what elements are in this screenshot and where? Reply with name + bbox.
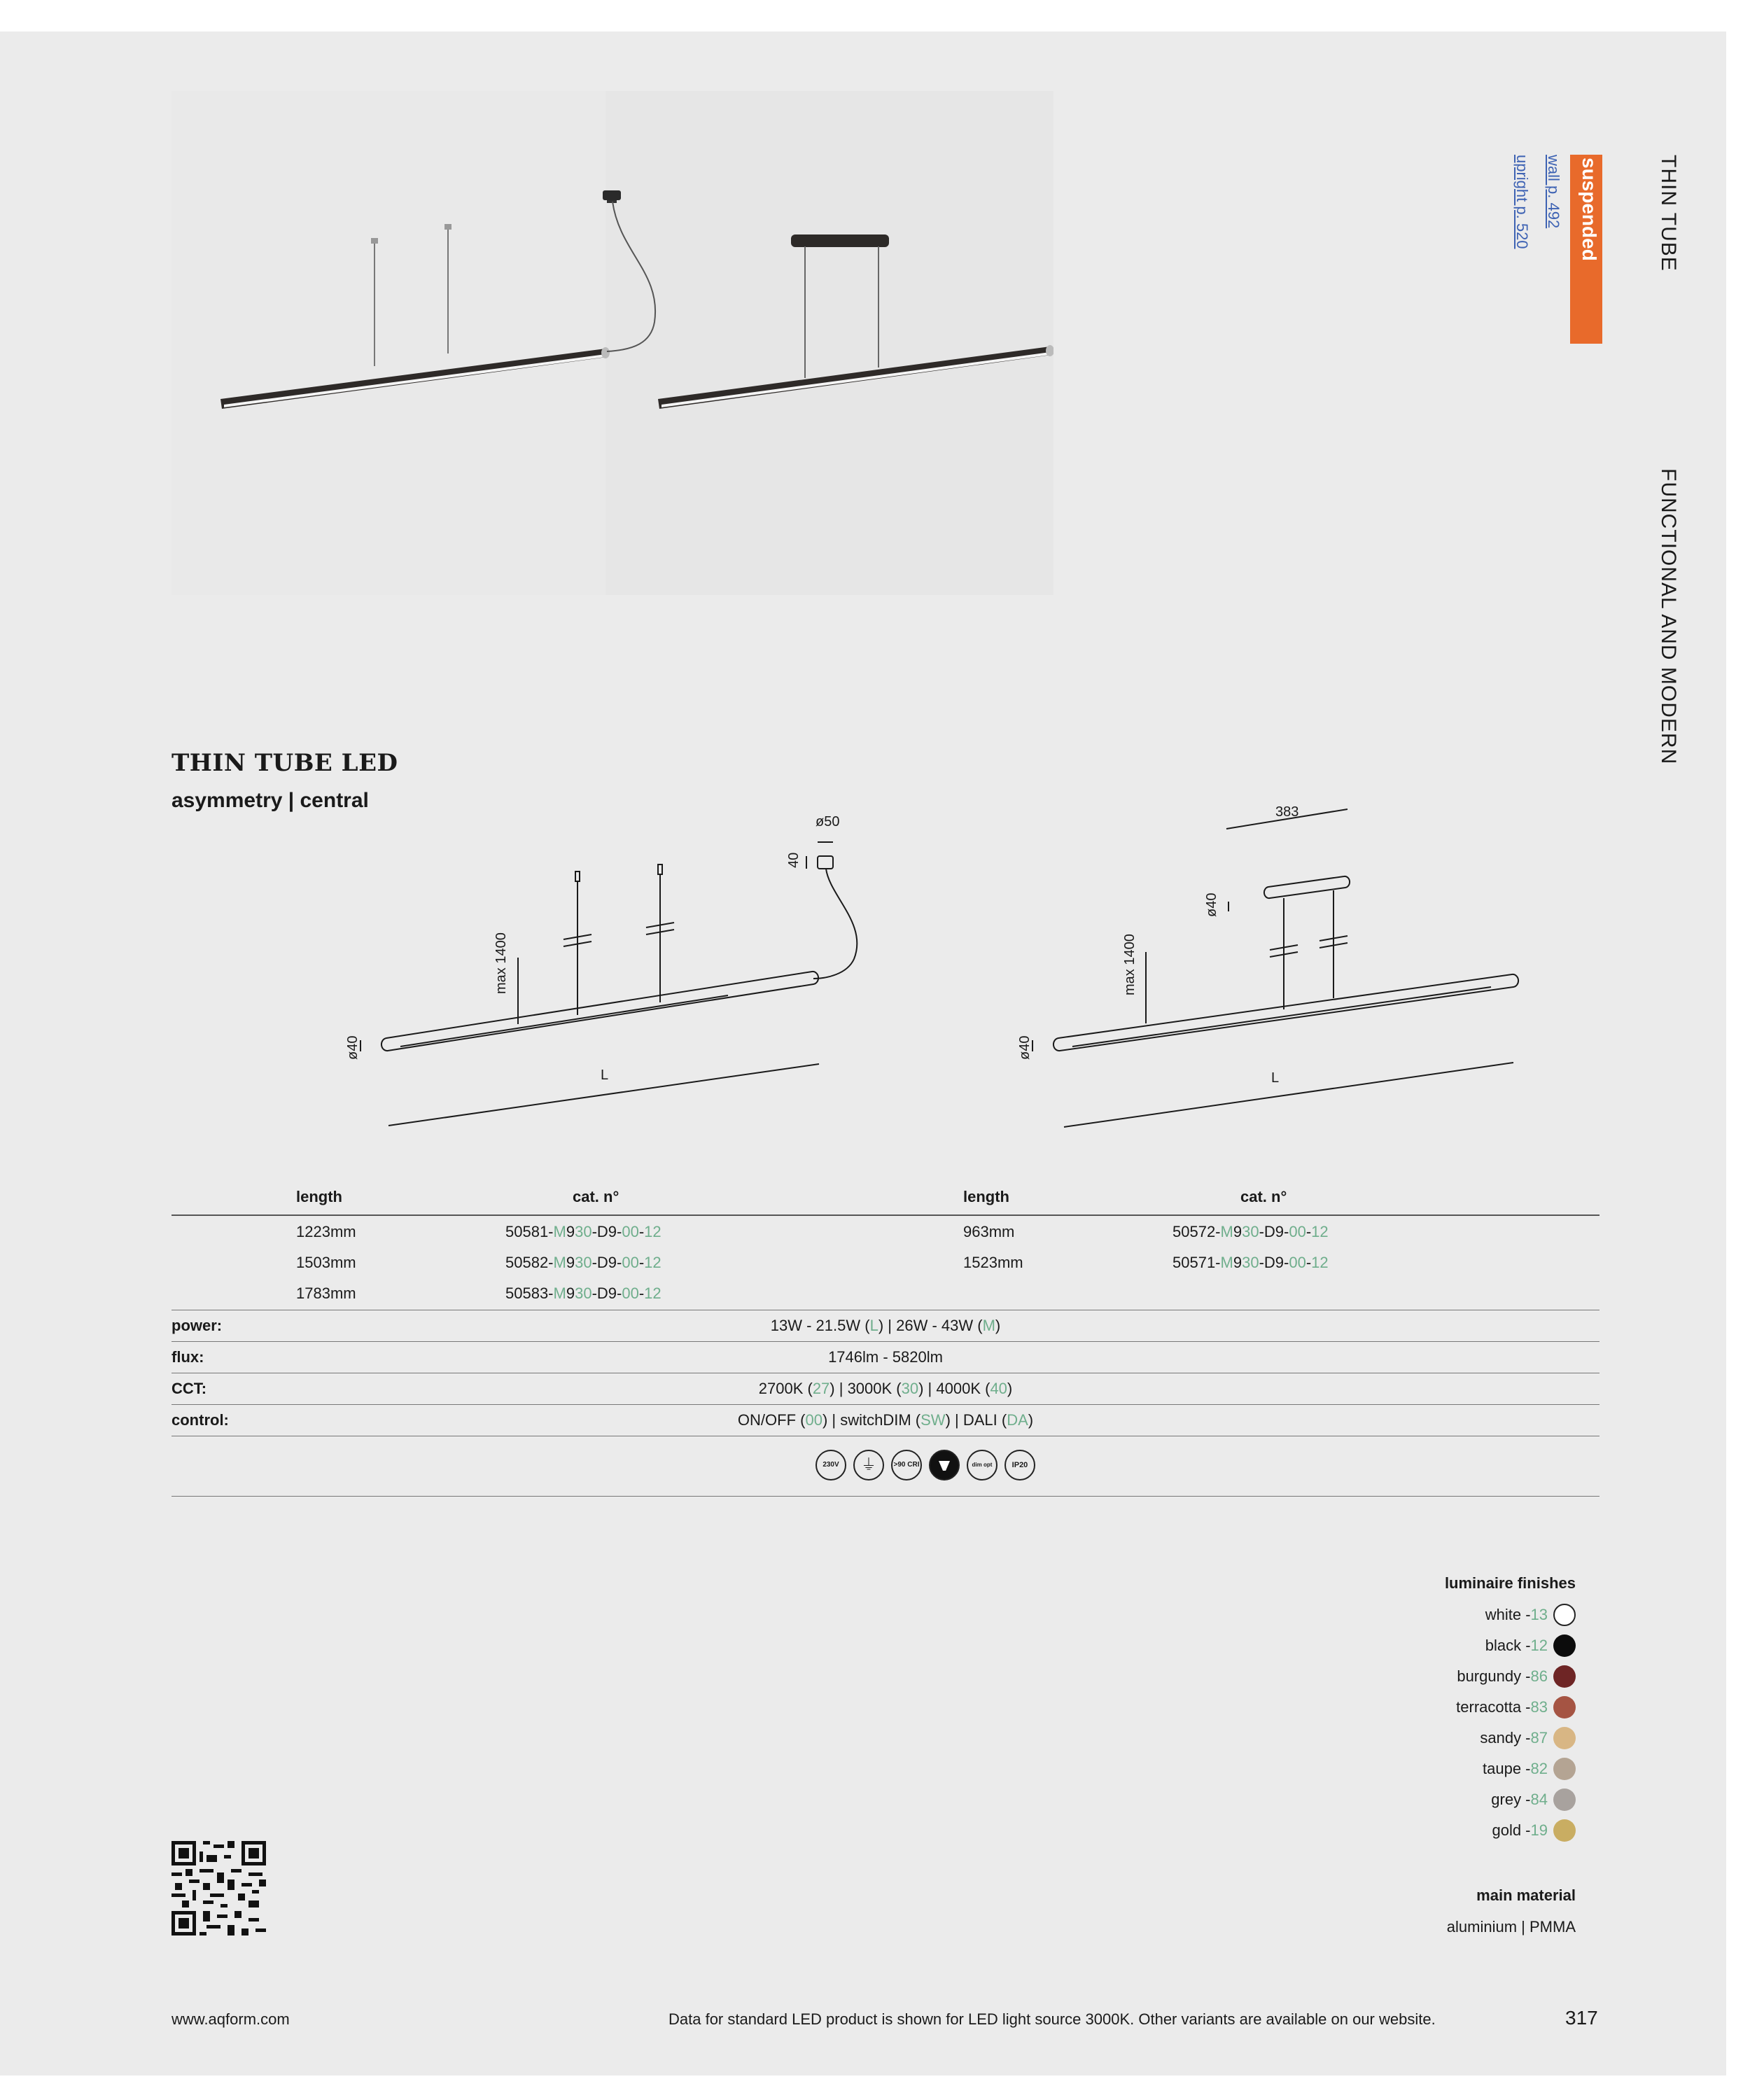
footer-website[interactable]: www.aqform.com xyxy=(172,2010,290,2028)
wall-page-link[interactable]: wall p. 492 xyxy=(1545,155,1562,229)
diameter-50-label: ø50 xyxy=(816,814,840,830)
category-label: suspended xyxy=(1578,158,1600,261)
spec-label-control: control: xyxy=(172,1411,229,1429)
swatch-black xyxy=(1553,1634,1576,1657)
finish-black: black -12 xyxy=(1485,1633,1576,1658)
product-title: THIN TUBE LED xyxy=(172,749,398,777)
cat-number-cell: 50571-M930-D9-00-12 xyxy=(1172,1254,1329,1271)
header-length-left: length xyxy=(296,1188,342,1205)
series-tagline: FUNCTIONAL AND MODERN xyxy=(1657,468,1680,765)
swatch-white xyxy=(1553,1604,1576,1626)
upright-page-link[interactable]: upright p. 520 xyxy=(1513,155,1531,249)
drawing-central xyxy=(1008,791,1540,1141)
rule xyxy=(172,1341,1600,1342)
max-1400-label: max 1400 xyxy=(493,932,509,994)
finish-gold: gold -19 xyxy=(1492,1818,1576,1843)
product-photo xyxy=(172,91,1054,595)
finish-sandy: sandy -87 xyxy=(1480,1726,1576,1751)
swatch-terracotta xyxy=(1553,1696,1576,1718)
footer-note: Data for standard LED product is shown for LED light source 3000K. Other variants are available on our website. xyxy=(668,2010,1436,2028)
cri-icon: >90 CRI xyxy=(891,1450,922,1480)
material-title: main material xyxy=(1476,1886,1576,1904)
length-cell: 963mm xyxy=(963,1223,1015,1240)
max-1400-label: max 1400 xyxy=(1122,934,1138,995)
product-subtitle: asymmetry | central xyxy=(172,789,369,812)
header-cat-left: cat. n° xyxy=(573,1188,620,1205)
cat-number-cell: 50581-M930-D9-00-12 xyxy=(505,1223,662,1240)
diameter-40-label: ø40 xyxy=(1017,1035,1032,1060)
drawing-asymmetry xyxy=(336,791,882,1141)
earth-ground-icon: ⏚ xyxy=(853,1450,884,1480)
spec-value-power: 13W - 21.5W (L) | 26W - 43W (M) xyxy=(770,1317,1001,1334)
swatch-grey xyxy=(1553,1788,1576,1811)
certification-icons xyxy=(816,1450,1035,1483)
finish-terracotta: terracotta -83 xyxy=(1456,1695,1576,1720)
230v-icon: 230V xyxy=(816,1450,846,1480)
light-direction-icon xyxy=(929,1450,960,1480)
length-cell: 1503mm xyxy=(296,1254,356,1271)
length-label: L xyxy=(601,1068,609,1083)
spec-label-flux: flux: xyxy=(172,1348,204,1366)
finish-taupe: taupe -82 xyxy=(1483,1756,1576,1782)
qr-code[interactable] xyxy=(172,1841,266,1935)
spec-label-power: power: xyxy=(172,1317,223,1334)
cat-number-cell: 50572-M930-D9-00-12 xyxy=(1172,1223,1329,1240)
spec-value-flux: 1746lm - 5820lm xyxy=(828,1348,943,1366)
diameter-40-top-label: ø40 xyxy=(1204,892,1219,917)
spec-value-cct: 2700K (27) | 3000K (30) | 4000K (40) xyxy=(758,1380,1013,1397)
header-length-right: length xyxy=(963,1188,1009,1205)
diameter-40-label: ø40 xyxy=(345,1035,360,1060)
header-cat-right: cat. n° xyxy=(1240,1188,1287,1205)
finish-grey: grey -84 xyxy=(1491,1787,1576,1812)
finishes-title: luminaire finishes xyxy=(1444,1574,1576,1592)
spec-label-cct: CCT: xyxy=(172,1380,207,1397)
dim-icon: dim opt xyxy=(967,1450,997,1480)
finish-burgundy: burgundy -86 xyxy=(1457,1664,1576,1689)
finish-white: white -13 xyxy=(1485,1602,1576,1628)
length-cell: 1523mm xyxy=(963,1254,1023,1271)
length-cell: 1783mm xyxy=(296,1284,356,1302)
length-cell: 1223mm xyxy=(296,1223,356,1240)
table-top-rule xyxy=(172,1214,1600,1216)
rule xyxy=(172,1404,1600,1405)
series-title: THIN TUBE xyxy=(1657,155,1680,272)
swatch-gold xyxy=(1553,1819,1576,1842)
spec-value-control: ON/OFF (00) | switchDIM (SW) | DALI (DA) xyxy=(737,1411,1034,1429)
length-label: L xyxy=(1271,1070,1280,1086)
swatch-taupe xyxy=(1553,1758,1576,1780)
material-value: aluminium | PMMA xyxy=(1446,1918,1576,1935)
width-383-label: 383 xyxy=(1275,804,1299,820)
swatch-sandy xyxy=(1553,1727,1576,1749)
rule xyxy=(172,1496,1600,1497)
height-40-label: 40 xyxy=(786,852,802,868)
cat-number-cell: 50583-M930-D9-00-12 xyxy=(505,1284,662,1302)
catalog-page xyxy=(0,31,1726,2076)
swatch-burgundy xyxy=(1553,1665,1576,1688)
ip20-icon: IP20 xyxy=(1004,1450,1035,1480)
cat-number-cell: 50582-M930-D9-00-12 xyxy=(505,1254,662,1271)
page-number: 317 xyxy=(1565,2007,1598,2029)
